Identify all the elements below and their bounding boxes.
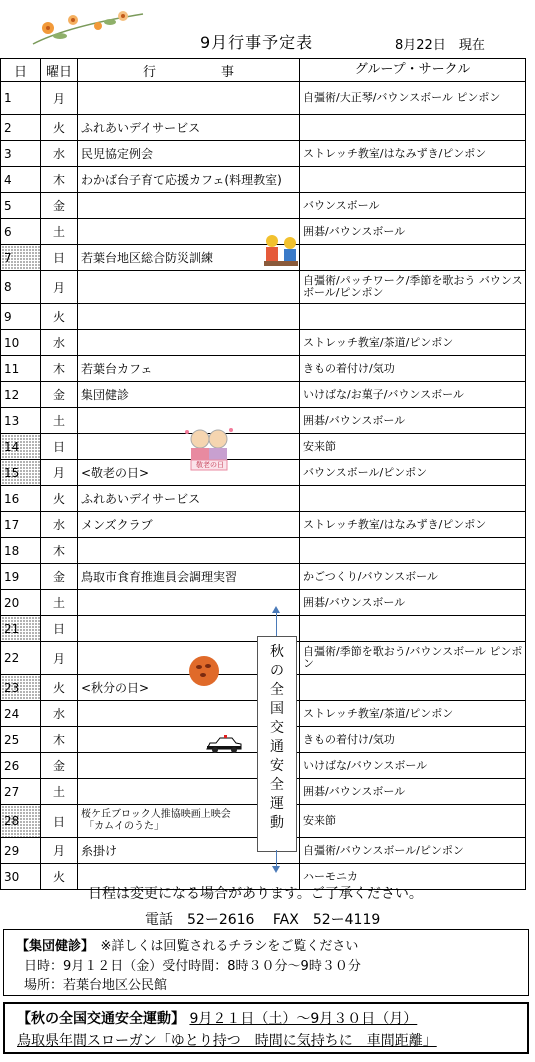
weekday-cell: 月 [41, 838, 78, 864]
weekday-cell: 木 [41, 356, 78, 382]
table-row [1, 82, 526, 115]
day-cell: 25 [1, 727, 41, 753]
header-events: 行 事 [78, 59, 300, 82]
weekday-cell: 火 [41, 115, 78, 141]
table-row [1, 486, 526, 512]
weekday-cell: 日 [41, 434, 78, 460]
table-row [1, 193, 526, 219]
day-cell: 6 [1, 219, 41, 245]
weekday-cell: 金 [41, 753, 78, 779]
day-cell: 19 [1, 564, 41, 590]
weekday-cell: 日 [41, 616, 78, 642]
day-cell: 8 [1, 271, 41, 304]
weekday-cell: 水 [41, 330, 78, 356]
group-cell: バウンスボール [300, 193, 526, 219]
table-row [1, 382, 526, 408]
day-cell: 20 [1, 590, 41, 616]
weekday-cell: 火 [41, 304, 78, 330]
group-cell [300, 245, 526, 271]
weekday-cell: 木 [41, 727, 78, 753]
checkup-time: 日時：9月１２日（金）受付時間：8時３０分～9時３０分 [24, 959, 361, 974]
event-cell: わかば台子育て応援カフェ(料理教室) [78, 167, 300, 193]
respect-for-aged-badge: 敬老の日 [196, 461, 224, 469]
campaign-arrow-up [276, 610, 277, 636]
event-cell [78, 82, 300, 115]
flower-decoration-image [28, 6, 148, 48]
table-row [1, 408, 526, 434]
weekday-cell: 月 [41, 271, 78, 304]
traffic-header [17, 1008, 417, 1028]
group-cell: 囲碁/バウンスボール [300, 408, 526, 434]
event-cell [78, 304, 300, 330]
police-car-image [204, 735, 244, 755]
table-row [1, 304, 526, 330]
day-cell: 7 [1, 245, 41, 271]
group-cell: ストレッチ教室/茶道/ピンポン [300, 701, 526, 727]
day-cell: 29 [1, 838, 41, 864]
day-cell: 5 [1, 193, 41, 219]
table-row [1, 141, 526, 167]
weekday-cell: 火 [41, 486, 78, 512]
weekday-cell: 金 [41, 193, 78, 219]
group-cell: 自彊術/パッチワーク/季節を歌おう バウンスボール/ピンポン [300, 271, 526, 304]
group-cell: きもの着付け/気功 [300, 356, 526, 382]
weekday-cell: 日 [41, 245, 78, 271]
group-cell [300, 167, 526, 193]
weekday-cell: 月 [41, 82, 78, 115]
day-cell: 26 [1, 753, 41, 779]
checkup-remark: ※詳しくは回覧されるチラシをご覧ください [87, 939, 359, 954]
day-cell: 9 [1, 304, 41, 330]
day-cell: 13 [1, 408, 41, 434]
group-cell [300, 538, 526, 564]
day-cell: 27 [1, 779, 41, 805]
group-cell [300, 486, 526, 512]
schedule-change-note: 日程は変更になる場合があります。ご了承ください。 [88, 886, 423, 902]
group-cell: バウンスボール/ピンポン [300, 460, 526, 486]
weekday-cell: 水 [41, 141, 78, 167]
group-cell: ハーモニカ [300, 864, 526, 890]
header-groups: グループ・サークル [300, 59, 526, 82]
group-cell: ストレッチ教室/茶道/ピンポン [300, 330, 526, 356]
event-cell [78, 590, 300, 616]
day-cell: 21 [1, 616, 41, 642]
table-row [1, 512, 526, 538]
weekday-cell: 水 [41, 701, 78, 727]
weekday-cell: 金 [41, 382, 78, 408]
weekday-cell: 土 [41, 408, 78, 434]
group-cell: かごつくり/バウンスボール [300, 564, 526, 590]
weekday-cell: 火 [41, 864, 78, 890]
day-cell: 24 [1, 701, 41, 727]
checkup-header [16, 935, 358, 954]
table-row [1, 356, 526, 382]
event-cell: <秋分の日> [78, 675, 300, 701]
table-row [1, 590, 526, 616]
group-cell: 自彊術/大正琴/バウンスボール ピンポン [300, 82, 526, 115]
weekday-cell: 月 [41, 642, 78, 675]
group-cell: 安来節 [300, 805, 526, 838]
day-cell: 1 [1, 82, 41, 115]
health-checkup-box [3, 929, 529, 996]
event-cell [78, 193, 300, 219]
event-cell: 糸掛け [78, 838, 300, 864]
day-cell: 15 [1, 460, 41, 486]
day-cell: 4 [1, 167, 41, 193]
weekday-cell: 土 [41, 219, 78, 245]
weekday-cell: 水 [41, 512, 78, 538]
table-row [1, 564, 526, 590]
event-cell: 若葉台カフェ [78, 356, 300, 382]
group-cell: ストレッチ教室/はなみずき/ピンポン [300, 141, 526, 167]
group-cell: 囲碁/バウンスボール [300, 219, 526, 245]
day-cell: 10 [1, 330, 41, 356]
day-cell: 3 [1, 141, 41, 167]
group-cell [300, 616, 526, 642]
group-cell: 囲碁/バウンスボール [300, 779, 526, 805]
arrow-head-up [272, 606, 280, 613]
weekday-cell: 火 [41, 675, 78, 701]
disaster-drill-image [258, 232, 304, 268]
weekday-cell: 木 [41, 538, 78, 564]
weekday-cell: 日 [41, 805, 78, 838]
checkup-title: 【集団健診】 [16, 939, 88, 954]
event-cell: <敬老の日> [78, 460, 300, 486]
weekday-cell: 木 [41, 167, 78, 193]
day-cell: 2 [1, 115, 41, 141]
event-cell: 若葉台地区総合防災訓練 [78, 245, 300, 271]
day-cell: 14 [1, 434, 41, 460]
traffic-campaign-vertical-box [257, 636, 297, 852]
table-row [1, 167, 526, 193]
table-row [1, 460, 526, 486]
group-cell: 囲碁/バウンスボール [300, 590, 526, 616]
group-cell [300, 675, 526, 701]
table-row [1, 271, 526, 304]
event-cell [78, 330, 300, 356]
day-cell: 17 [1, 512, 41, 538]
day-cell: 23 [1, 675, 41, 701]
group-cell: 安来節 [300, 434, 526, 460]
group-cell: ストレッチ教室/はなみずき/ピンポン [300, 512, 526, 538]
group-cell: いけばな/お菓子/バウンスボール [300, 382, 526, 408]
weekday-cell: 土 [41, 779, 78, 805]
weekday-cell: 月 [41, 460, 78, 486]
event-cell: 集団健診 [78, 382, 300, 408]
traffic-slogan: 鳥取県年間スローガン「ゆとり持つ 時間に気持ちに 車間距離」 [17, 1033, 437, 1049]
group-cell: きもの着付け/気功 [300, 727, 526, 753]
weekday-cell: 金 [41, 564, 78, 590]
autumn-equinox-image [188, 655, 220, 687]
traffic-title: 【秋の全国交通安全運動】 [17, 1011, 185, 1027]
table-row [1, 538, 526, 564]
group-cell: いけばな/バウンスボール [300, 753, 526, 779]
event-cell: 民児協定例会 [78, 141, 300, 167]
header-weekday: 曜日 [41, 59, 78, 82]
day-cell: 22 [1, 642, 41, 675]
traffic-campaign-vertical-text: 秋の全国交通安全運動 [270, 644, 284, 831]
traffic-period: 9月２１日（土）～9月３０日（月） [189, 1011, 418, 1027]
table-row [1, 115, 526, 141]
day-cell: 18 [1, 538, 41, 564]
group-cell [300, 115, 526, 141]
group-cell: 自彊術/バウンスボール/ピンポン [300, 838, 526, 864]
day-cell: 28 [1, 805, 41, 838]
table-header-row [1, 59, 526, 82]
day-cell: 11 [1, 356, 41, 382]
as-of-date: 8月22日 現在 [395, 38, 485, 53]
traffic-safety-box [3, 1002, 529, 1054]
event-cell: ふれあいデイサービス [78, 486, 300, 512]
day-cell: 16 [1, 486, 41, 512]
event-cell: 鳥取市食育推進員会調理実習 [78, 564, 300, 590]
event-cell: 桜ケ丘ブロック人推協映画上映会 「カムイのうた」 [78, 805, 300, 838]
event-cell: メンズクラブ [78, 512, 300, 538]
checkup-place: 場所：若葉台地区公民館 [24, 978, 168, 993]
event-cell: ふれあいデイサービス [78, 115, 300, 141]
event-cell [78, 271, 300, 304]
day-cell: 30 [1, 864, 41, 890]
header-day: 日 [1, 59, 41, 82]
group-cell [300, 304, 526, 330]
table-row [1, 330, 526, 356]
table-row [1, 434, 526, 460]
group-cell: 自彊術/季節を歌おう/バウンスボール ピンポン [300, 642, 526, 675]
phone-fax: 電話 52ー2616 FAX 52ー4119 [145, 912, 381, 928]
arrow-head-down [272, 866, 280, 873]
page-title: 9月行事予定表 [200, 33, 314, 52]
weekday-cell: 土 [41, 590, 78, 616]
day-cell: 12 [1, 382, 41, 408]
event-cell [78, 538, 300, 564]
